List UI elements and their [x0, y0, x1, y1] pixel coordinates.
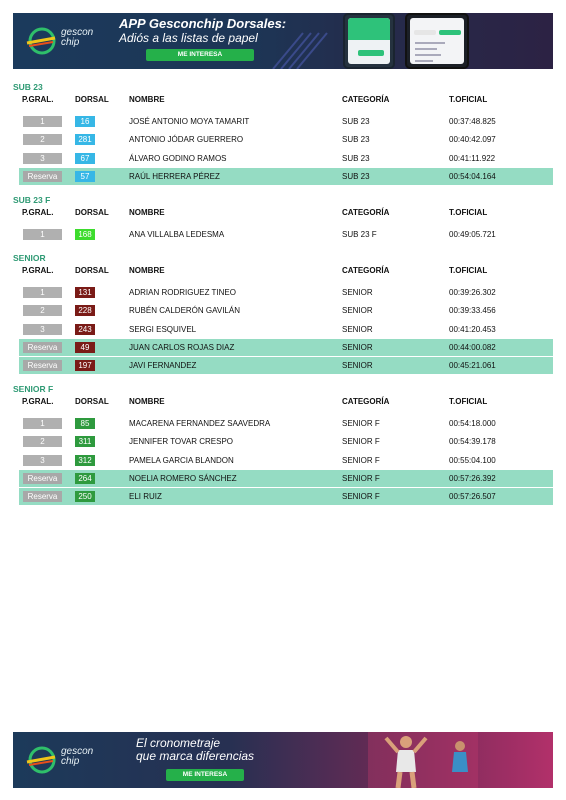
- position-box: 3: [23, 455, 62, 466]
- table-row[interactable]: [19, 488, 553, 505]
- table-row[interactable]: [19, 339, 553, 356]
- official-time: 00:45:21.061: [449, 361, 496, 371]
- header-pos: P.GRAL.: [22, 397, 54, 406]
- position-box: 1: [23, 229, 62, 240]
- header-category: CATEGORÍA: [342, 208, 390, 217]
- bottom-banner-subtitle: que marca diferencias: [136, 749, 255, 763]
- phone-mockup-1: [343, 13, 395, 69]
- official-time: 00:55:04.100: [449, 455, 496, 465]
- section-title: SENIOR F: [13, 384, 54, 394]
- decorative-lines-icon: [263, 13, 343, 69]
- category: SENIOR: [342, 361, 373, 371]
- athlete-name: PAMELA GARCIA BLANDON: [129, 455, 234, 465]
- official-time: 00:49:05.721: [449, 230, 496, 239]
- category: SENIOR: [342, 324, 373, 334]
- bib-badge: 311: [75, 436, 95, 447]
- table-row[interactable]: [19, 433, 553, 450]
- category: SUB 23 F: [342, 230, 377, 239]
- official-time: 00:54:04.164: [449, 171, 496, 181]
- athlete-name: ADRIAN RODRIGUEZ TINEO: [129, 288, 236, 297]
- official-time: 00:54:18.000: [449, 419, 496, 428]
- table-row[interactable]: [19, 284, 553, 301]
- category: SUB 23: [342, 153, 370, 163]
- header-category: CATEGORÍA: [342, 95, 390, 104]
- official-time: 00:57:26.392: [449, 473, 496, 483]
- official-time: 00:40:42.097: [449, 135, 496, 145]
- official-time: 00:41:20.453: [449, 324, 496, 334]
- category: SENIOR: [342, 288, 373, 297]
- header-pos: P.GRAL.: [22, 208, 54, 217]
- bottom-banner-cta-button[interactable]: ME INTERESA: [166, 769, 244, 781]
- position-box: 1: [23, 418, 62, 429]
- header-bib: DORSAL: [75, 95, 109, 104]
- table-row[interactable]: [19, 470, 553, 487]
- table-row[interactable]: [19, 168, 553, 185]
- official-time: 00:54:39.178: [449, 437, 496, 447]
- header-category: CATEGORÍA: [342, 397, 390, 406]
- header-name: NOMBRE: [129, 208, 165, 217]
- bib-badge: 312: [75, 455, 95, 466]
- top-banner-subtitle: Adiós a las listas de papel: [119, 31, 258, 45]
- logo-text-top: gescon: [61, 746, 94, 757]
- athlete-name: JUAN CARLOS ROJAS DIAZ: [129, 342, 235, 352]
- athlete-name: RUBÉN CALDERÓN GAVILÁN: [129, 306, 240, 316]
- table-row[interactable]: [19, 415, 553, 432]
- header-time: T.OFICIAL: [449, 95, 488, 104]
- table-row[interactable]: [19, 150, 553, 167]
- header-category: CATEGORÍA: [342, 266, 390, 275]
- header-name: NOMBRE: [129, 95, 165, 104]
- logo-text-bottom: chip: [61, 756, 80, 767]
- header-name: NOMBRE: [129, 266, 165, 275]
- athlete-name: ANA VILLALBA LEDESMA: [129, 230, 225, 239]
- position-box: 2: [23, 436, 62, 447]
- position-box: 1: [23, 287, 62, 298]
- position-box: Reserva: [23, 360, 62, 371]
- category: SUB 23: [342, 135, 370, 145]
- official-time: 00:39:26.302: [449, 288, 496, 297]
- top-banner[interactable]: [13, 13, 553, 69]
- header-pos: P.GRAL.: [22, 95, 54, 104]
- category: SENIOR F: [342, 492, 380, 502]
- position-box: Reserva: [23, 171, 62, 182]
- section-title: SUB 23: [13, 82, 43, 92]
- athlete-name: NOELIA ROMERO SÁNCHEZ: [129, 473, 237, 483]
- athlete-name: JENNIFER TOVAR CRESPO: [129, 437, 234, 447]
- bib-badge: 16: [75, 116, 95, 127]
- category: SENIOR F: [342, 473, 380, 483]
- logo-text-top: gescon: [61, 27, 94, 38]
- logo-text-bottom: chip: [61, 37, 80, 48]
- bib-badge: 131: [75, 287, 95, 298]
- table-row[interactable]: [19, 357, 553, 374]
- category: SENIOR: [342, 306, 373, 316]
- athlete-name: SERGI ESQUIVEL: [129, 324, 197, 334]
- header-pos: P.GRAL.: [22, 266, 54, 275]
- table-row[interactable]: [19, 302, 553, 319]
- top-banner-cta-button[interactable]: ME INTERESA: [146, 49, 254, 61]
- top-banner-title: APP Gesconchip Dorsales:: [119, 16, 287, 31]
- bib-badge: 168: [75, 229, 95, 240]
- bib-badge: 250: [75, 491, 95, 502]
- logo-mark-icon: [25, 745, 59, 775]
- position-box: Reserva: [23, 342, 62, 353]
- bib-badge: 264: [75, 473, 95, 484]
- category: SENIOR F: [342, 455, 380, 465]
- bib-badge: 228: [75, 305, 95, 316]
- position-box: 2: [23, 134, 62, 145]
- athlete-name: MACARENA FERNANDEZ SAAVEDRA: [129, 419, 271, 428]
- official-time: 00:44:00.082: [449, 342, 496, 352]
- bib-badge: 67: [75, 153, 95, 164]
- table-row[interactable]: [19, 131, 553, 148]
- athlete-name: ELI RUIZ: [129, 492, 162, 502]
- official-time: 00:37:48.825: [449, 117, 496, 126]
- athlete-name: ÁLVARO GODINO RAMOS: [129, 153, 227, 163]
- header-time: T.OFICIAL: [449, 397, 488, 406]
- gesconchip-logo: [25, 22, 105, 60]
- position-box: 2: [23, 305, 62, 316]
- section-title: SENIOR: [13, 253, 46, 263]
- position-box: Reserva: [23, 473, 62, 484]
- athlete-name: JOSÉ ANTONIO MOYA TAMARIT: [129, 117, 250, 126]
- athlete-name: RAÚL HERRERA PÉREZ: [129, 171, 220, 181]
- header-bib: DORSAL: [75, 397, 109, 406]
- bib-badge: 197: [75, 360, 95, 371]
- table-row[interactable]: [19, 321, 553, 338]
- category: SENIOR: [342, 342, 373, 352]
- phone-mockup-2: [405, 13, 469, 69]
- header-time: T.OFICIAL: [449, 266, 488, 275]
- position-box: 1: [23, 116, 62, 127]
- category: SUB 23: [342, 117, 370, 126]
- bib-badge: 281: [75, 134, 95, 145]
- official-time: 00:57:26.507: [449, 492, 496, 502]
- category: SUB 23: [342, 171, 370, 181]
- position-box: 3: [23, 324, 62, 335]
- bib-badge: 85: [75, 418, 95, 429]
- athlete-name: ANTONIO JÓDAR GUERRERO: [129, 135, 244, 145]
- position-box: Reserva: [23, 491, 62, 502]
- header-name: NOMBRE: [129, 397, 165, 406]
- gesconchip-logo-bottom: [25, 741, 105, 779]
- position-box: 3: [23, 153, 62, 164]
- runner-photo-icon: [368, 732, 478, 788]
- table-row[interactable]: [19, 452, 553, 469]
- logo-mark-icon: [25, 26, 59, 56]
- header-bib: DORSAL: [75, 266, 109, 275]
- section-title: SUB 23 F: [13, 195, 51, 205]
- category: SENIOR F: [342, 419, 380, 428]
- bib-badge: 49: [75, 342, 95, 353]
- bib-badge: 243: [75, 324, 95, 335]
- bottom-banner-title: El cronometraje: [136, 736, 221, 750]
- athlete-name: JAVI FERNANDEZ: [129, 361, 197, 371]
- category: SENIOR F: [342, 437, 380, 447]
- header-time: T.OFICIAL: [449, 208, 488, 217]
- official-time: 00:41:11.922: [449, 153, 496, 163]
- bib-badge: 57: [75, 171, 95, 182]
- bottom-banner[interactable]: [13, 732, 553, 788]
- table-row[interactable]: [19, 113, 553, 130]
- header-bib: DORSAL: [75, 208, 109, 217]
- official-time: 00:39:33.456: [449, 306, 496, 316]
- table-row[interactable]: [19, 226, 553, 243]
